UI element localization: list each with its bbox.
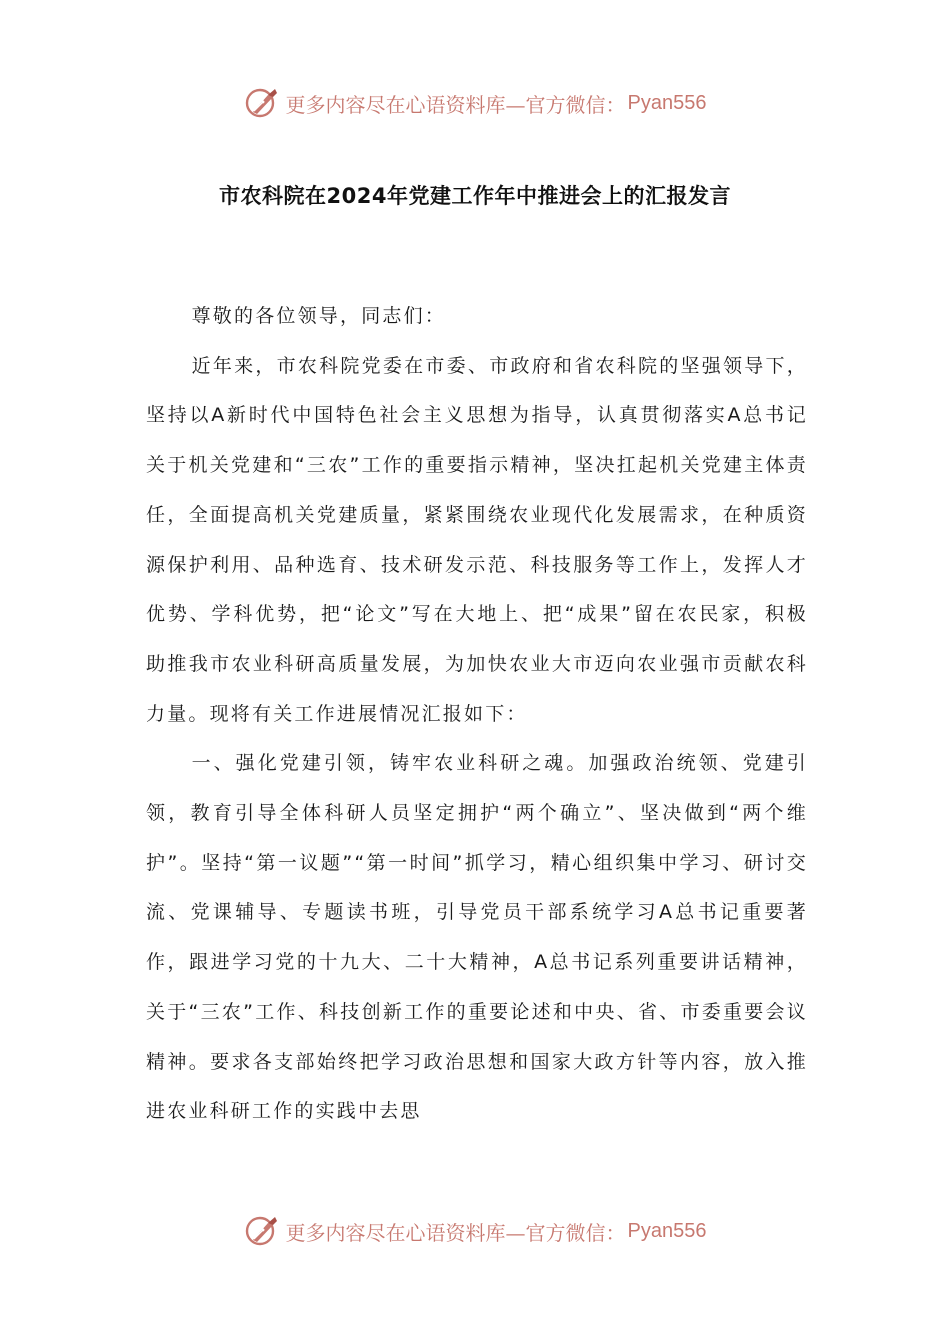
pen-nib-logo-icon: [244, 1213, 280, 1249]
paragraph-section-one: 一、强化党建引领，铸牢农业科研之魂。加强政治统领、党建引领，教育引导全体科研人员坚定拥护“两个确立”、坚决做到“两个维护”。坚持“第一议题”“第一时间”抓学习，精心组织集中学习、研讨交流、党课辅导、专题读书班，引导党员干部系统学习A总书记重要著作，跟进学习党的十九大、二十大精神，A总书记系列重要讲话精神，关于“三农”工作、科技创新工作的重要论述和中央、省、市委重要会议精神。要求各支部始终把学习政治思想和国家大政方针等内容，放入推进农业科研工作的实践中去思: [146, 752, 808, 1123]
banner-text: 更多内容尽在心语资料库—官方微信：: [285, 1220, 626, 1245]
pen-nib-logo-icon: [244, 85, 280, 121]
banner-wechat-id: Pyan556: [627, 1219, 707, 1242]
banner-wechat-id: Pyan556: [627, 91, 707, 114]
watermark-banner-top: [0, 83, 950, 123]
salutation: 尊敬的各位领导，同志们：: [191, 305, 446, 327]
document-title: 市农科院在2024年党建工作年中推进会上的汇报发言: [219, 184, 731, 208]
paragraph-intro: 近年来，市农科院党委在市委、市政府和省农科院的坚强领导下，坚持以A新时代中国特色社会主义思想为指导，认真贯彻落实A总书记关于机关党建和“三农”工作的重要指示精神，坚决扛起机关党建主体责任，全面提高机关党建质量，紧紧围绕农业现代化发展需求，在种质资源保护利用、品种选育、技术研发示范、科技服务等工作上，发挥人才优势、学科优势，把“论文”写在大地上、把“成果”留在农民家，积极助推我市农业科研高质量发展，为加快农业大市迈向农业强市贡献农科力量。现将有关工作进展情况汇报如下：: [146, 354, 808, 725]
document-body: [146, 292, 808, 1137]
banner-text: 更多内容尽在心语资料库—官方微信：: [285, 92, 626, 117]
watermark-banner-bottom: [0, 1211, 950, 1251]
